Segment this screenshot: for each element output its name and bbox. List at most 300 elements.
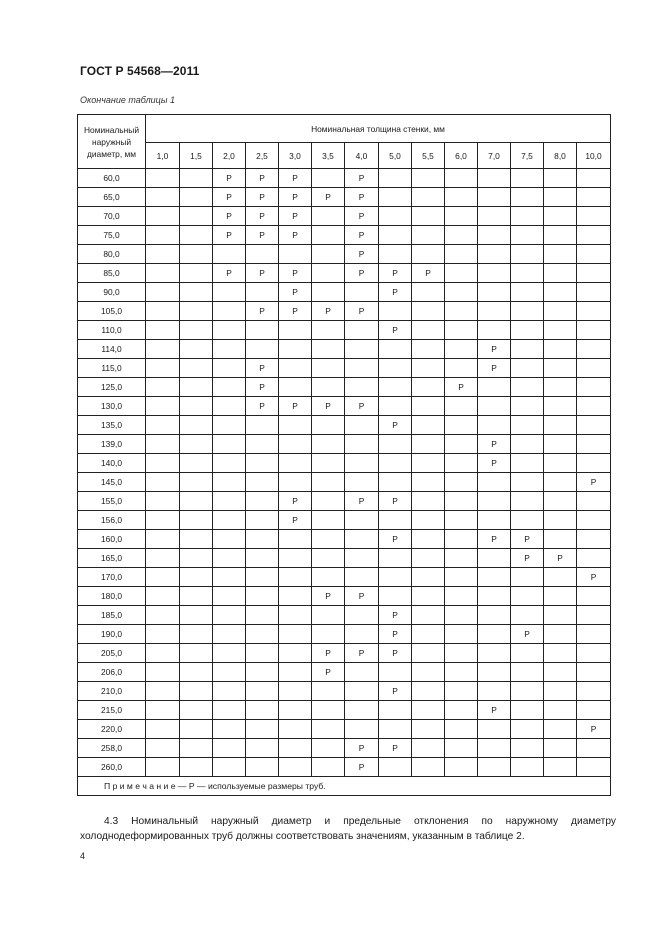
size-cell — [412, 568, 445, 587]
size-cell — [379, 245, 412, 264]
size-cell — [478, 625, 511, 644]
size-cell — [511, 397, 544, 416]
size-cell — [246, 568, 279, 587]
size-cell: Р — [279, 283, 312, 302]
size-cell — [213, 644, 246, 663]
size-cell: Р — [345, 739, 379, 758]
size-cell — [577, 264, 611, 283]
size-cell — [180, 644, 213, 663]
diameter-cell: 115,0 — [78, 359, 146, 378]
size-cell — [213, 682, 246, 701]
thickness-header-cell: 3,5 — [312, 143, 345, 169]
table-row — [78, 283, 611, 302]
size-cell — [180, 568, 213, 587]
size-cell — [412, 321, 445, 340]
size-cell — [445, 758, 478, 777]
size-cell — [180, 416, 213, 435]
size-cell — [412, 416, 445, 435]
table-row — [78, 758, 611, 777]
size-cell — [246, 492, 279, 511]
table-row — [78, 606, 611, 625]
size-cell — [146, 188, 180, 207]
size-cell: Р — [279, 492, 312, 511]
size-cell — [246, 625, 279, 644]
size-cell — [312, 207, 345, 226]
size-cell: Р — [279, 302, 312, 321]
size-cell — [445, 454, 478, 473]
size-cell — [279, 682, 312, 701]
size-cell — [213, 549, 246, 568]
size-cell: Р — [511, 549, 544, 568]
size-cell — [544, 625, 577, 644]
size-cell — [511, 739, 544, 758]
size-cell: Р — [279, 207, 312, 226]
size-cell — [345, 378, 379, 397]
size-cell — [146, 701, 180, 720]
size-cell — [246, 606, 279, 625]
size-cell — [577, 302, 611, 321]
size-cell — [478, 397, 511, 416]
size-cell: Р — [511, 530, 544, 549]
size-cell — [379, 701, 412, 720]
size-cell — [577, 511, 611, 530]
table-row — [78, 701, 611, 720]
size-cell: Р — [379, 492, 412, 511]
size-cell — [445, 188, 478, 207]
size-cell — [312, 416, 345, 435]
size-cell — [312, 739, 345, 758]
size-cell — [445, 416, 478, 435]
size-cell — [312, 492, 345, 511]
thickness-header-cell: 5,0 — [379, 143, 412, 169]
size-cell — [379, 397, 412, 416]
size-cell — [445, 587, 478, 606]
size-cell — [379, 663, 412, 682]
size-cell — [544, 359, 577, 378]
size-cell: Р — [577, 568, 611, 587]
size-cell — [312, 340, 345, 359]
table-row — [78, 454, 611, 473]
size-cell — [279, 359, 312, 378]
size-cell — [511, 435, 544, 454]
size-cell — [180, 169, 213, 188]
size-cell: Р — [478, 435, 511, 454]
size-cell — [246, 530, 279, 549]
size-cell: Р — [379, 530, 412, 549]
diameter-cell: 139,0 — [78, 435, 146, 454]
size-cell — [511, 321, 544, 340]
size-cell — [412, 720, 445, 739]
document-header: ГОСТ Р 54568—2011 — [80, 64, 200, 78]
size-cell — [345, 435, 379, 454]
size-cell — [213, 758, 246, 777]
table-row — [78, 435, 611, 454]
size-cell — [213, 321, 246, 340]
size-cell — [180, 701, 213, 720]
size-cell — [478, 568, 511, 587]
size-cell — [445, 226, 478, 245]
size-cell — [312, 701, 345, 720]
size-cell — [544, 663, 577, 682]
size-cell — [577, 739, 611, 758]
size-cell — [544, 169, 577, 188]
size-cell — [544, 644, 577, 663]
diameter-cell: 205,0 — [78, 644, 146, 663]
diameter-cell: 105,0 — [78, 302, 146, 321]
size-cell — [544, 283, 577, 302]
size-cell — [279, 720, 312, 739]
size-cell: Р — [312, 644, 345, 663]
size-cell — [511, 720, 544, 739]
size-cell — [312, 226, 345, 245]
size-cell — [146, 397, 180, 416]
size-cell — [279, 549, 312, 568]
size-cell — [213, 473, 246, 492]
size-cell — [379, 340, 412, 359]
table-row — [78, 226, 611, 245]
size-cell: Р — [478, 701, 511, 720]
table-row — [78, 245, 611, 264]
size-cell: Р — [312, 397, 345, 416]
size-cell — [312, 682, 345, 701]
size-cell — [412, 682, 445, 701]
table-note: П р и м е ч а н и е — Р — используемые размеры труб. — [78, 777, 611, 796]
size-cell — [412, 530, 445, 549]
table-row — [78, 473, 611, 492]
size-cell: Р — [246, 207, 279, 226]
size-cell — [213, 663, 246, 682]
diameter-cell: 80,0 — [78, 245, 146, 264]
size-cell — [146, 226, 180, 245]
size-cell — [511, 340, 544, 359]
diameter-cell: 170,0 — [78, 568, 146, 587]
size-cell: Р — [246, 397, 279, 416]
size-cell — [544, 264, 577, 283]
size-cell — [180, 435, 213, 454]
diameter-cell: 85,0 — [78, 264, 146, 283]
size-cell: Р — [412, 264, 445, 283]
size-cell: Р — [478, 530, 511, 549]
size-cell — [511, 378, 544, 397]
size-cell — [146, 720, 180, 739]
size-cell — [213, 340, 246, 359]
size-cell — [279, 416, 312, 435]
size-cell — [577, 435, 611, 454]
size-cell — [544, 606, 577, 625]
size-cell — [412, 492, 445, 511]
size-cell — [213, 625, 246, 644]
size-cell — [577, 245, 611, 264]
size-cell — [146, 264, 180, 283]
diameter-cell: 135,0 — [78, 416, 146, 435]
size-cell — [146, 340, 180, 359]
size-cell — [146, 758, 180, 777]
size-cell — [146, 663, 180, 682]
size-cell — [213, 283, 246, 302]
diameter-cell: 180,0 — [78, 587, 146, 606]
size-cell — [577, 283, 611, 302]
size-cell — [445, 302, 478, 321]
size-cell: Р — [279, 397, 312, 416]
size-cell — [412, 340, 445, 359]
size-cell — [445, 359, 478, 378]
size-cell — [544, 492, 577, 511]
size-cell — [445, 720, 478, 739]
size-cell: Р — [379, 283, 412, 302]
table-row — [78, 188, 611, 207]
size-cell — [511, 663, 544, 682]
table-row — [78, 397, 611, 416]
size-cell — [544, 435, 577, 454]
size-cell — [345, 340, 379, 359]
size-cell — [412, 606, 445, 625]
diameter-cell: 125,0 — [78, 378, 146, 397]
size-cell — [146, 359, 180, 378]
size-cell — [445, 739, 478, 758]
diameter-cell: 215,0 — [78, 701, 146, 720]
size-cell — [279, 644, 312, 663]
size-cell: Р — [379, 321, 412, 340]
size-cell — [180, 207, 213, 226]
size-cell — [445, 435, 478, 454]
diameter-cell: 190,0 — [78, 625, 146, 644]
size-cell — [279, 663, 312, 682]
size-cell — [412, 226, 445, 245]
size-cell — [445, 264, 478, 283]
size-cell: Р — [312, 587, 345, 606]
size-cell: Р — [246, 378, 279, 397]
table-row — [78, 207, 611, 226]
size-cell — [544, 416, 577, 435]
size-cell — [412, 378, 445, 397]
size-cell: Р — [213, 226, 246, 245]
diameter-cell: 165,0 — [78, 549, 146, 568]
size-cell — [180, 340, 213, 359]
size-cell — [379, 720, 412, 739]
size-cell: Р — [345, 758, 379, 777]
size-cell — [577, 454, 611, 473]
size-cell — [246, 454, 279, 473]
size-cell — [445, 492, 478, 511]
size-cell — [379, 568, 412, 587]
size-cell — [379, 454, 412, 473]
size-cell — [379, 758, 412, 777]
size-cell: Р — [478, 359, 511, 378]
size-cell — [312, 264, 345, 283]
size-cell — [345, 701, 379, 720]
size-cell — [180, 321, 213, 340]
size-cell — [511, 473, 544, 492]
size-cell: Р — [345, 644, 379, 663]
size-cell — [146, 511, 180, 530]
size-cell — [246, 435, 279, 454]
size-cell — [577, 530, 611, 549]
diameter-cell: 258,0 — [78, 739, 146, 758]
size-cell — [213, 720, 246, 739]
size-cell — [279, 454, 312, 473]
table-row — [78, 682, 611, 701]
table-row — [78, 321, 611, 340]
size-cell — [577, 397, 611, 416]
size-cell — [180, 226, 213, 245]
size-cell — [213, 454, 246, 473]
size-cell: Р — [544, 549, 577, 568]
size-cell — [146, 245, 180, 264]
size-cell — [379, 188, 412, 207]
size-cell: Р — [213, 169, 246, 188]
size-cell — [544, 188, 577, 207]
size-cell — [544, 245, 577, 264]
size-cell — [180, 473, 213, 492]
size-cell — [246, 739, 279, 758]
diameter-cell: 220,0 — [78, 720, 146, 739]
size-cell — [412, 245, 445, 264]
size-cell — [312, 568, 345, 587]
size-cell — [478, 739, 511, 758]
size-cell — [478, 720, 511, 739]
size-cell — [146, 416, 180, 435]
diameter-cell: 90,0 — [78, 283, 146, 302]
size-cell: Р — [345, 245, 379, 264]
size-cell — [312, 169, 345, 188]
size-cell — [279, 321, 312, 340]
size-cell — [213, 701, 246, 720]
diameter-header-line-2: наружный — [91, 136, 132, 147]
size-cell — [312, 511, 345, 530]
size-cell: Р — [246, 302, 279, 321]
thickness-header-cell: 8,0 — [544, 143, 577, 169]
diameter-cell: 130,0 — [78, 397, 146, 416]
size-cell — [379, 169, 412, 188]
size-cell — [146, 473, 180, 492]
size-cell — [544, 397, 577, 416]
size-cell — [345, 720, 379, 739]
size-cell — [577, 644, 611, 663]
size-cell — [379, 226, 412, 245]
size-cell: Р — [379, 416, 412, 435]
table-caption: Окончание таблицы 1 — [80, 95, 175, 105]
table-row — [78, 587, 611, 606]
table-row — [78, 530, 611, 549]
size-cell — [345, 359, 379, 378]
size-cell — [445, 606, 478, 625]
size-cell — [213, 302, 246, 321]
size-cell — [146, 568, 180, 587]
size-cell: Р — [345, 188, 379, 207]
size-cell — [577, 340, 611, 359]
size-cell — [312, 245, 345, 264]
size-cell — [213, 530, 246, 549]
size-cell — [445, 340, 478, 359]
size-cell — [146, 739, 180, 758]
size-cell: Р — [213, 264, 246, 283]
size-cell — [279, 530, 312, 549]
size-cell — [379, 302, 412, 321]
size-cell — [445, 530, 478, 549]
size-cell — [577, 682, 611, 701]
size-cell — [544, 226, 577, 245]
size-cell — [445, 397, 478, 416]
size-cell — [544, 758, 577, 777]
size-cell — [577, 587, 611, 606]
size-cell: Р — [213, 188, 246, 207]
size-cell — [213, 492, 246, 511]
size-cell: Р — [345, 169, 379, 188]
size-cell — [445, 682, 478, 701]
size-cell — [478, 207, 511, 226]
size-cell — [146, 492, 180, 511]
size-cell — [445, 207, 478, 226]
size-cell — [345, 568, 379, 587]
size-cell: Р — [345, 397, 379, 416]
size-cell — [246, 416, 279, 435]
size-cell — [345, 530, 379, 549]
size-cell — [180, 245, 213, 264]
size-cell — [577, 663, 611, 682]
size-cell — [511, 359, 544, 378]
size-cell — [478, 682, 511, 701]
size-cell — [544, 701, 577, 720]
size-cell — [511, 416, 544, 435]
size-cell — [180, 378, 213, 397]
size-cell — [511, 245, 544, 264]
size-cell — [312, 758, 345, 777]
size-cell: Р — [445, 378, 478, 397]
size-cell — [445, 663, 478, 682]
size-cell — [180, 758, 213, 777]
diameter-cell: 140,0 — [78, 454, 146, 473]
size-cell — [180, 720, 213, 739]
size-cell — [478, 758, 511, 777]
table-row — [78, 549, 611, 568]
size-cell — [345, 473, 379, 492]
table-row — [78, 739, 611, 758]
size-cell — [312, 321, 345, 340]
size-cell — [511, 226, 544, 245]
size-cell — [445, 283, 478, 302]
size-cell — [345, 682, 379, 701]
table-row — [78, 302, 611, 321]
size-cell — [246, 340, 279, 359]
size-cell — [312, 606, 345, 625]
size-cell — [146, 530, 180, 549]
diameter-cell: 156,0 — [78, 511, 146, 530]
size-cell: Р — [312, 663, 345, 682]
size-cell — [246, 720, 279, 739]
size-cell — [511, 188, 544, 207]
size-cell — [379, 549, 412, 568]
size-cell: Р — [279, 169, 312, 188]
size-cell — [544, 682, 577, 701]
table-row — [78, 264, 611, 283]
size-cell — [180, 530, 213, 549]
size-cell — [445, 169, 478, 188]
thickness-header-cell: 6,0 — [445, 143, 478, 169]
diameter-header-line-1: Номинальный — [84, 124, 139, 135]
size-cell — [246, 473, 279, 492]
size-cell — [544, 454, 577, 473]
size-cell — [312, 549, 345, 568]
size-cell — [478, 302, 511, 321]
size-cell — [345, 625, 379, 644]
size-cell — [246, 587, 279, 606]
size-cell: Р — [279, 264, 312, 283]
size-cell — [345, 549, 379, 568]
size-cell — [213, 397, 246, 416]
size-cell — [180, 492, 213, 511]
size-cell — [412, 454, 445, 473]
size-cell — [246, 758, 279, 777]
